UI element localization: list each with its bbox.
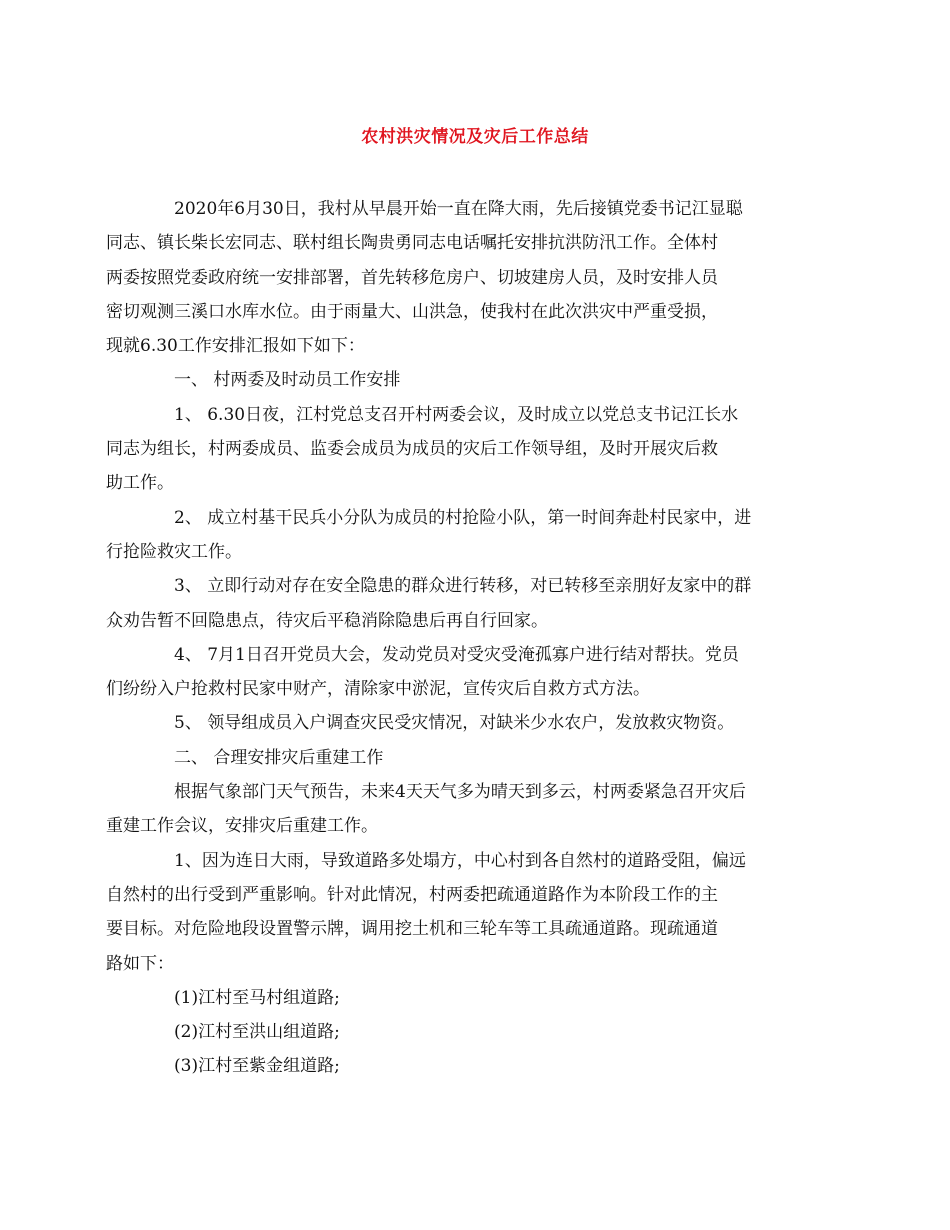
paragraph — [106, 638, 812, 707]
paragraph-line: 1、因为连日大雨，导致道路多处塌方，中心村到各自然村的道路受阻，偏远 — [174, 850, 746, 871]
paragraph-line: 众劝告暂不回隐患点，待灾后平稳消除隐患后再自行回家。 — [106, 610, 548, 631]
paragraph — [140, 741, 812, 775]
paragraph — [140, 981, 812, 1015]
document-body — [106, 192, 812, 1084]
paragraph-line: 2020年6月30日，我村从早晨开始一直在降大雨，先后接镇党委书记江显聪 — [174, 199, 743, 219]
paragraph-line: (3)江村至紫金组道路; — [174, 1056, 340, 1077]
paragraph-line: 要目标。对危险地段设置警示牌，调用挖土机和三轮车等工具疏通道路。现疏通道 — [106, 919, 718, 940]
paragraph — [106, 398, 812, 501]
paragraph — [140, 363, 812, 397]
document-title: 农村洪灾情况及灾后工作总结 — [361, 127, 589, 147]
paragraph-line: 自然村的出行受到严重影响。针对此情况，村两委把疏通道路作为本阶段工作的主 — [106, 884, 718, 905]
paragraph-line: 5、 领导组成员入户调查灾民受灾情况，对缺米少水农户，发放救灾物资。 — [174, 713, 735, 734]
paragraph — [106, 775, 812, 844]
paragraph-line: 2、 成立村基干民兵小分队为成员的村抢险小队，第一时间奔赴村民家中，进 — [174, 507, 752, 528]
paragraph — [106, 192, 812, 363]
paragraph-line: 行抢险救灾工作。 — [106, 541, 242, 562]
paragraph-line: (2)江村至洪山组道路; — [174, 1022, 340, 1043]
paragraph-line: 同志为组长，村两委成员、监委会成员为成员的灾后工作领导组，及时开展灾后救 — [106, 439, 718, 460]
paragraph — [106, 501, 812, 570]
paragraph-line: (1)江村至马村组道路; — [174, 987, 340, 1008]
paragraph-line: 一、 村两委及时动员工作安排 — [174, 370, 401, 391]
paragraph-line: 两委按照党委政府统一安排部署，首先转移危房户、切坡建房人员，及时安排人员 — [106, 267, 718, 288]
paragraph-line: 4、 7月1日召开党员大会，发动党员对受灾受淹孤寡户进行结对帮扶。党员 — [174, 644, 739, 665]
paragraph-line: 3、 立即行动对存在安全隐患的群众进行转移，对已转移至亲朋好友家中的群 — [174, 576, 752, 597]
paragraph-line: 密切观测三溪口水库水位。由于雨量大、山洪急，使我村在此次洪灾中严重受损， — [106, 301, 718, 322]
paragraph-line: 二、 合理安排灾后重建工作 — [174, 747, 384, 768]
paragraph-line: 助工作。 — [106, 473, 174, 494]
paragraph-line: 现就6.30工作安排汇报如下如下： — [106, 336, 365, 357]
paragraph-line: 路如下： — [106, 953, 174, 974]
paragraph-line: 们纷纷入户抢救村民家中财产，清除家中淤泥，宣传灾后自救方式方法。 — [106, 679, 650, 700]
paragraph — [140, 706, 812, 740]
paragraph — [140, 1049, 812, 1083]
paragraph-line: 根据气象部门天气预告，未来4天天气多为晴天到多云，村两委紧急召开灾后 — [174, 782, 746, 803]
paragraph-line: 同志、镇长柴长宏同志、联村组长陶贵勇同志电话嘱托安排抗洪防汛工作。全体村 — [106, 233, 718, 254]
paragraph-line: 重建工作会议，安排灾后重建工作。 — [106, 816, 378, 837]
paragraph — [106, 569, 812, 638]
paragraph — [106, 844, 812, 981]
paragraph — [140, 1015, 812, 1049]
paragraph-line: 1、 6.30日夜，江村党总支召开村两委会议，及时成立以党总支书记江长水 — [174, 404, 739, 425]
